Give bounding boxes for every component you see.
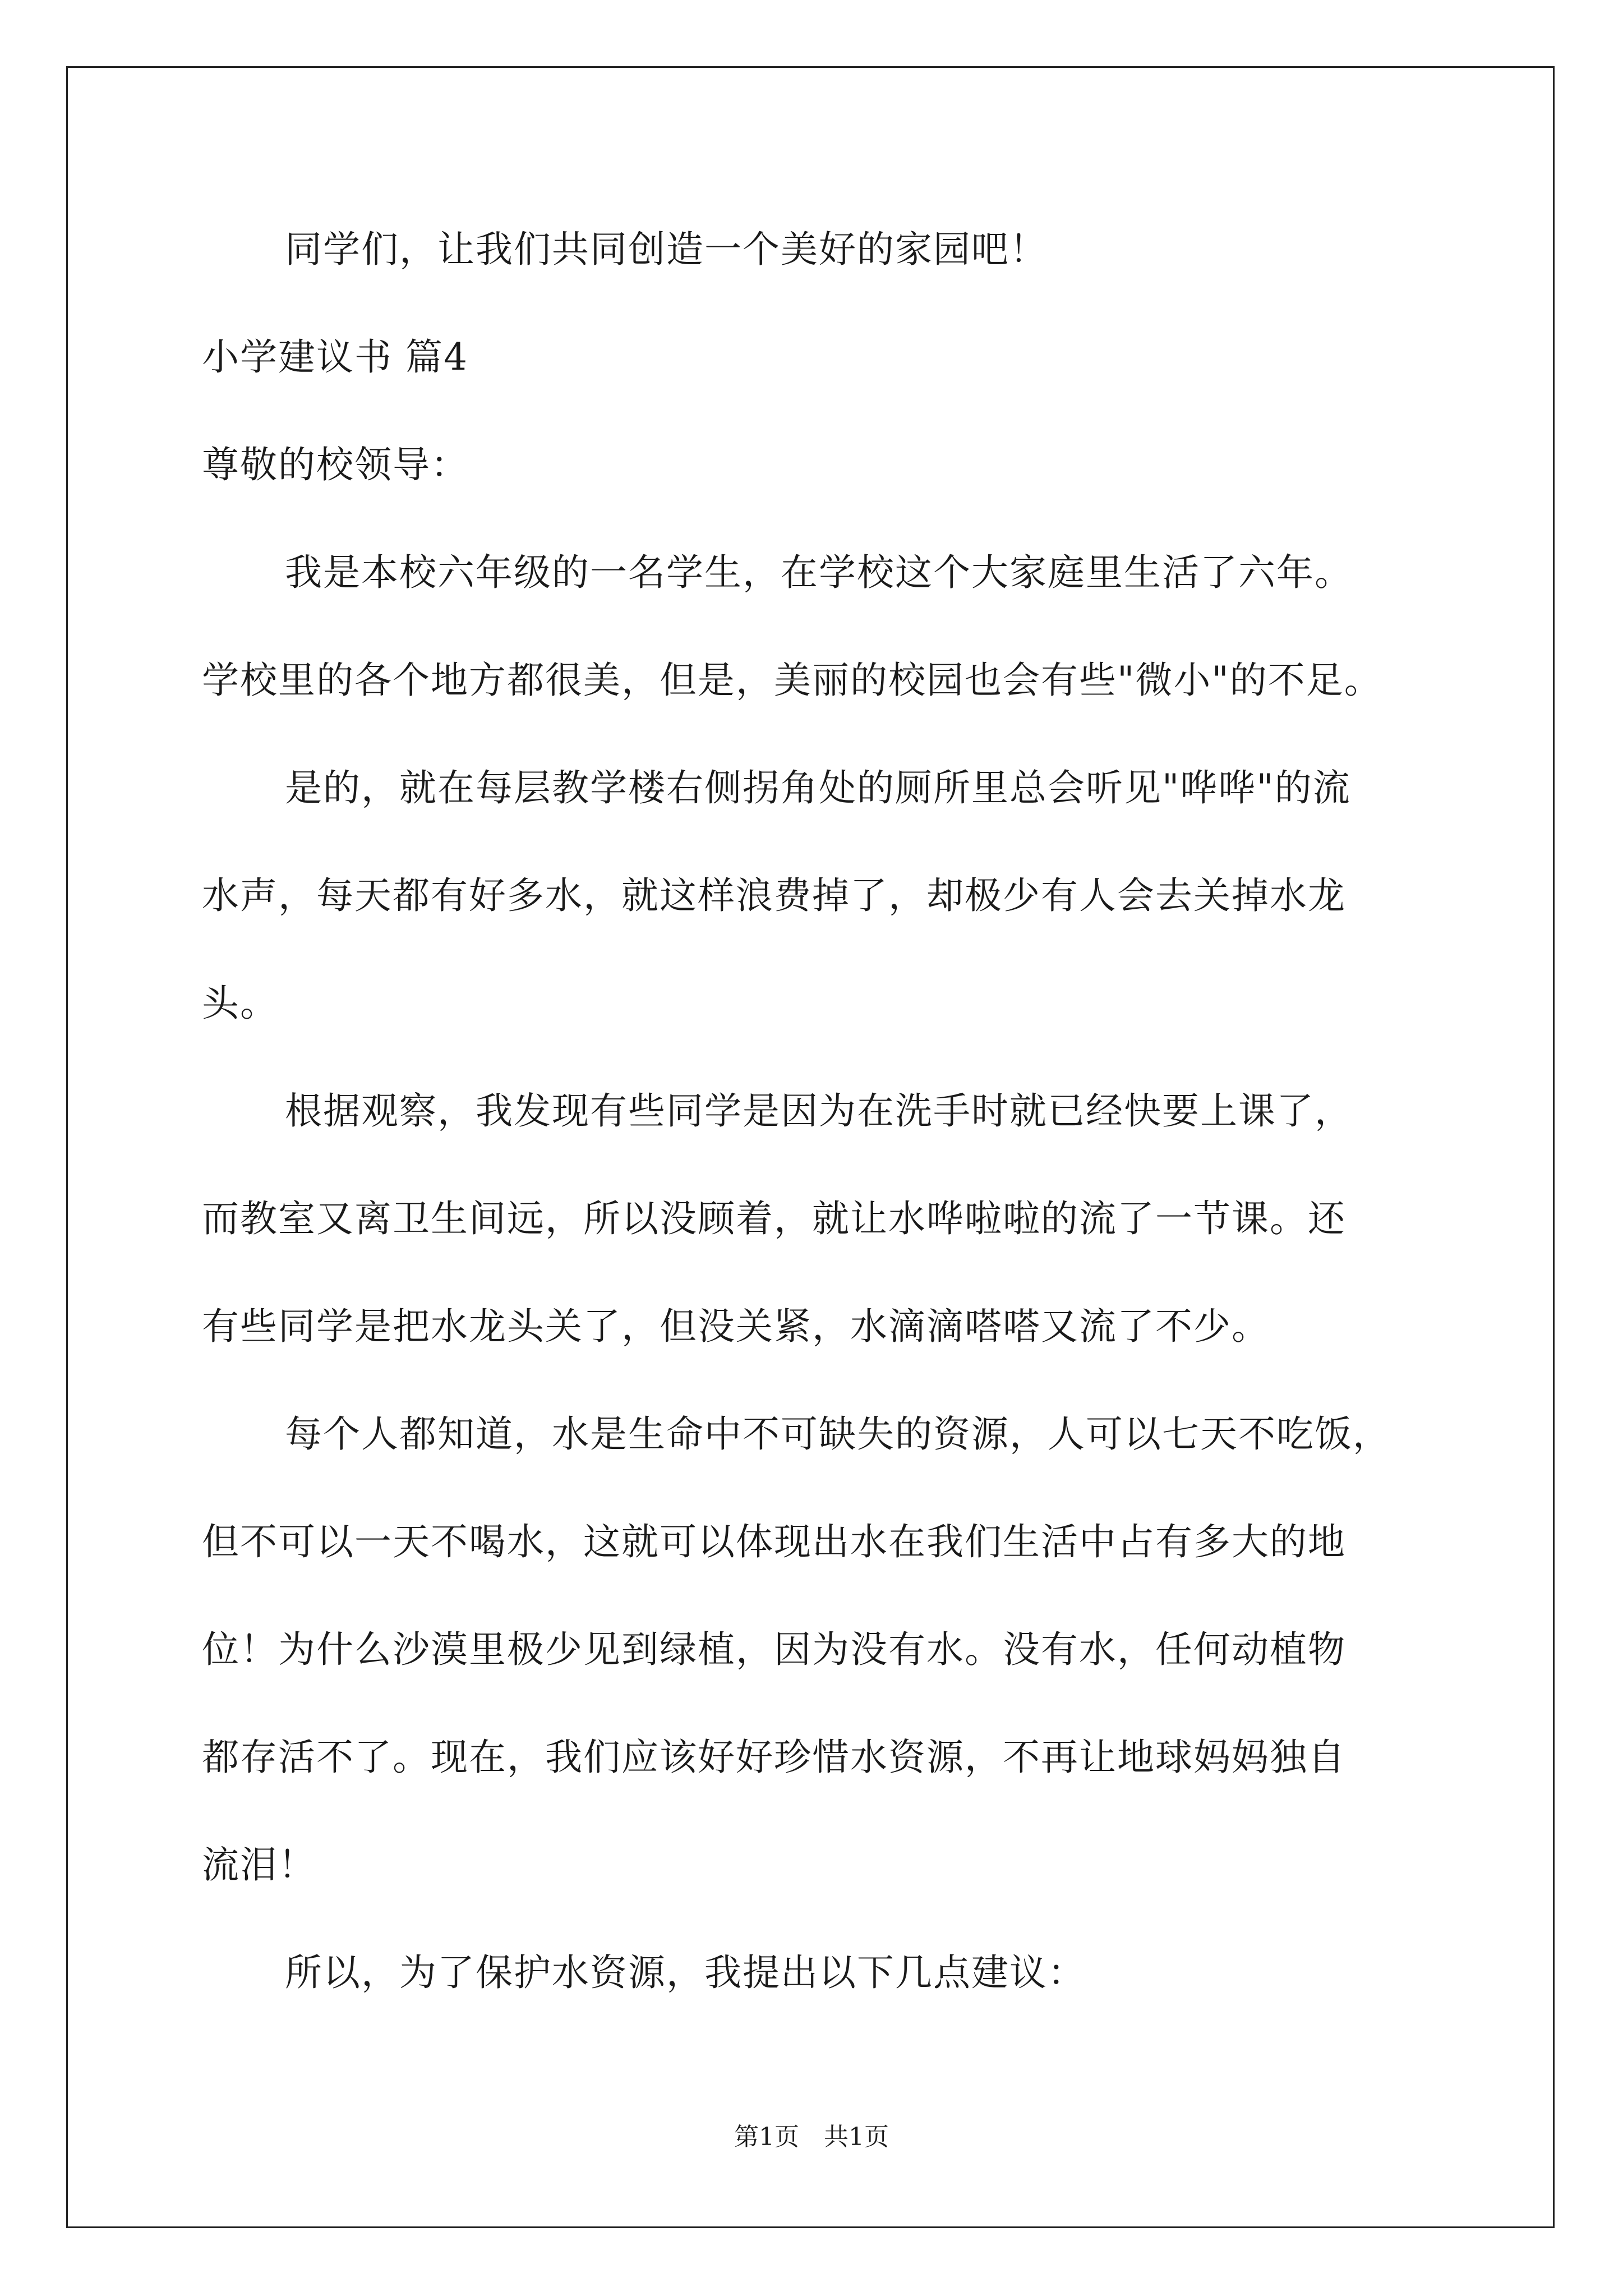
paragraph-line: 都存活不了。现在，我们应该好好珍惜水资源，不再让地球妈妈独自: [202, 1736, 1346, 1779]
paragraph-line: 位！为什么沙漠里极少见到绿植，因为没有水。没有水，任何动植物: [202, 1628, 1346, 1671]
paragraph-line: 而教室又离卫生间远，所以没顾着，就让水哗啦啦的流了一节课。还: [202, 1197, 1346, 1240]
paragraph-line: 所以，为了保护水资源，我提出以下几点建议：: [285, 1951, 1086, 1994]
section-heading: 小学建议书 篇4: [202, 335, 468, 379]
paragraph-line: 是的，就在每层教学楼右侧拐角处的厕所里总会听见"哗哗"的流: [285, 766, 1351, 809]
paragraph-line: 头。: [202, 982, 278, 1025]
closing-line: 同学们，让我们共同创造一个美好的家园吧！: [285, 228, 1048, 271]
page-border: [66, 66, 1555, 2228]
salutation: 尊敬的校领导：: [202, 443, 469, 486]
paragraph-line: 根据观察，我发现有些同学是因为在洗手时就已经快要上课了，: [285, 1089, 1353, 1133]
paragraph-line: 流泪！: [202, 1843, 316, 1887]
paragraph-line: 有些同学是把水龙头关了，但没关紧，水滴滴嗒嗒又流了不少。: [202, 1305, 1270, 1348]
paragraph-line: 我是本校六年级的一名学生，在学校这个大家庭里生活了六年。: [285, 551, 1353, 594]
paragraph-line: 水声，每天都有好多水，就这样浪费掉了，却极少有人会去关掉水龙: [202, 874, 1346, 917]
paragraph-line: 每个人都知道，水是生命中不可缺失的资源，人可以七天不吃饭，: [285, 1412, 1391, 1456]
page-footer: 第1页 共1页: [734, 2123, 889, 2151]
paragraph-line: 但不可以一天不喝水，这就可以体现出水在我们生活中占有多大的地: [202, 1520, 1346, 1563]
paragraph-line: 学校里的各个地方都很美，但是，美丽的校园也会有些"微小"的不足。: [202, 659, 1382, 702]
